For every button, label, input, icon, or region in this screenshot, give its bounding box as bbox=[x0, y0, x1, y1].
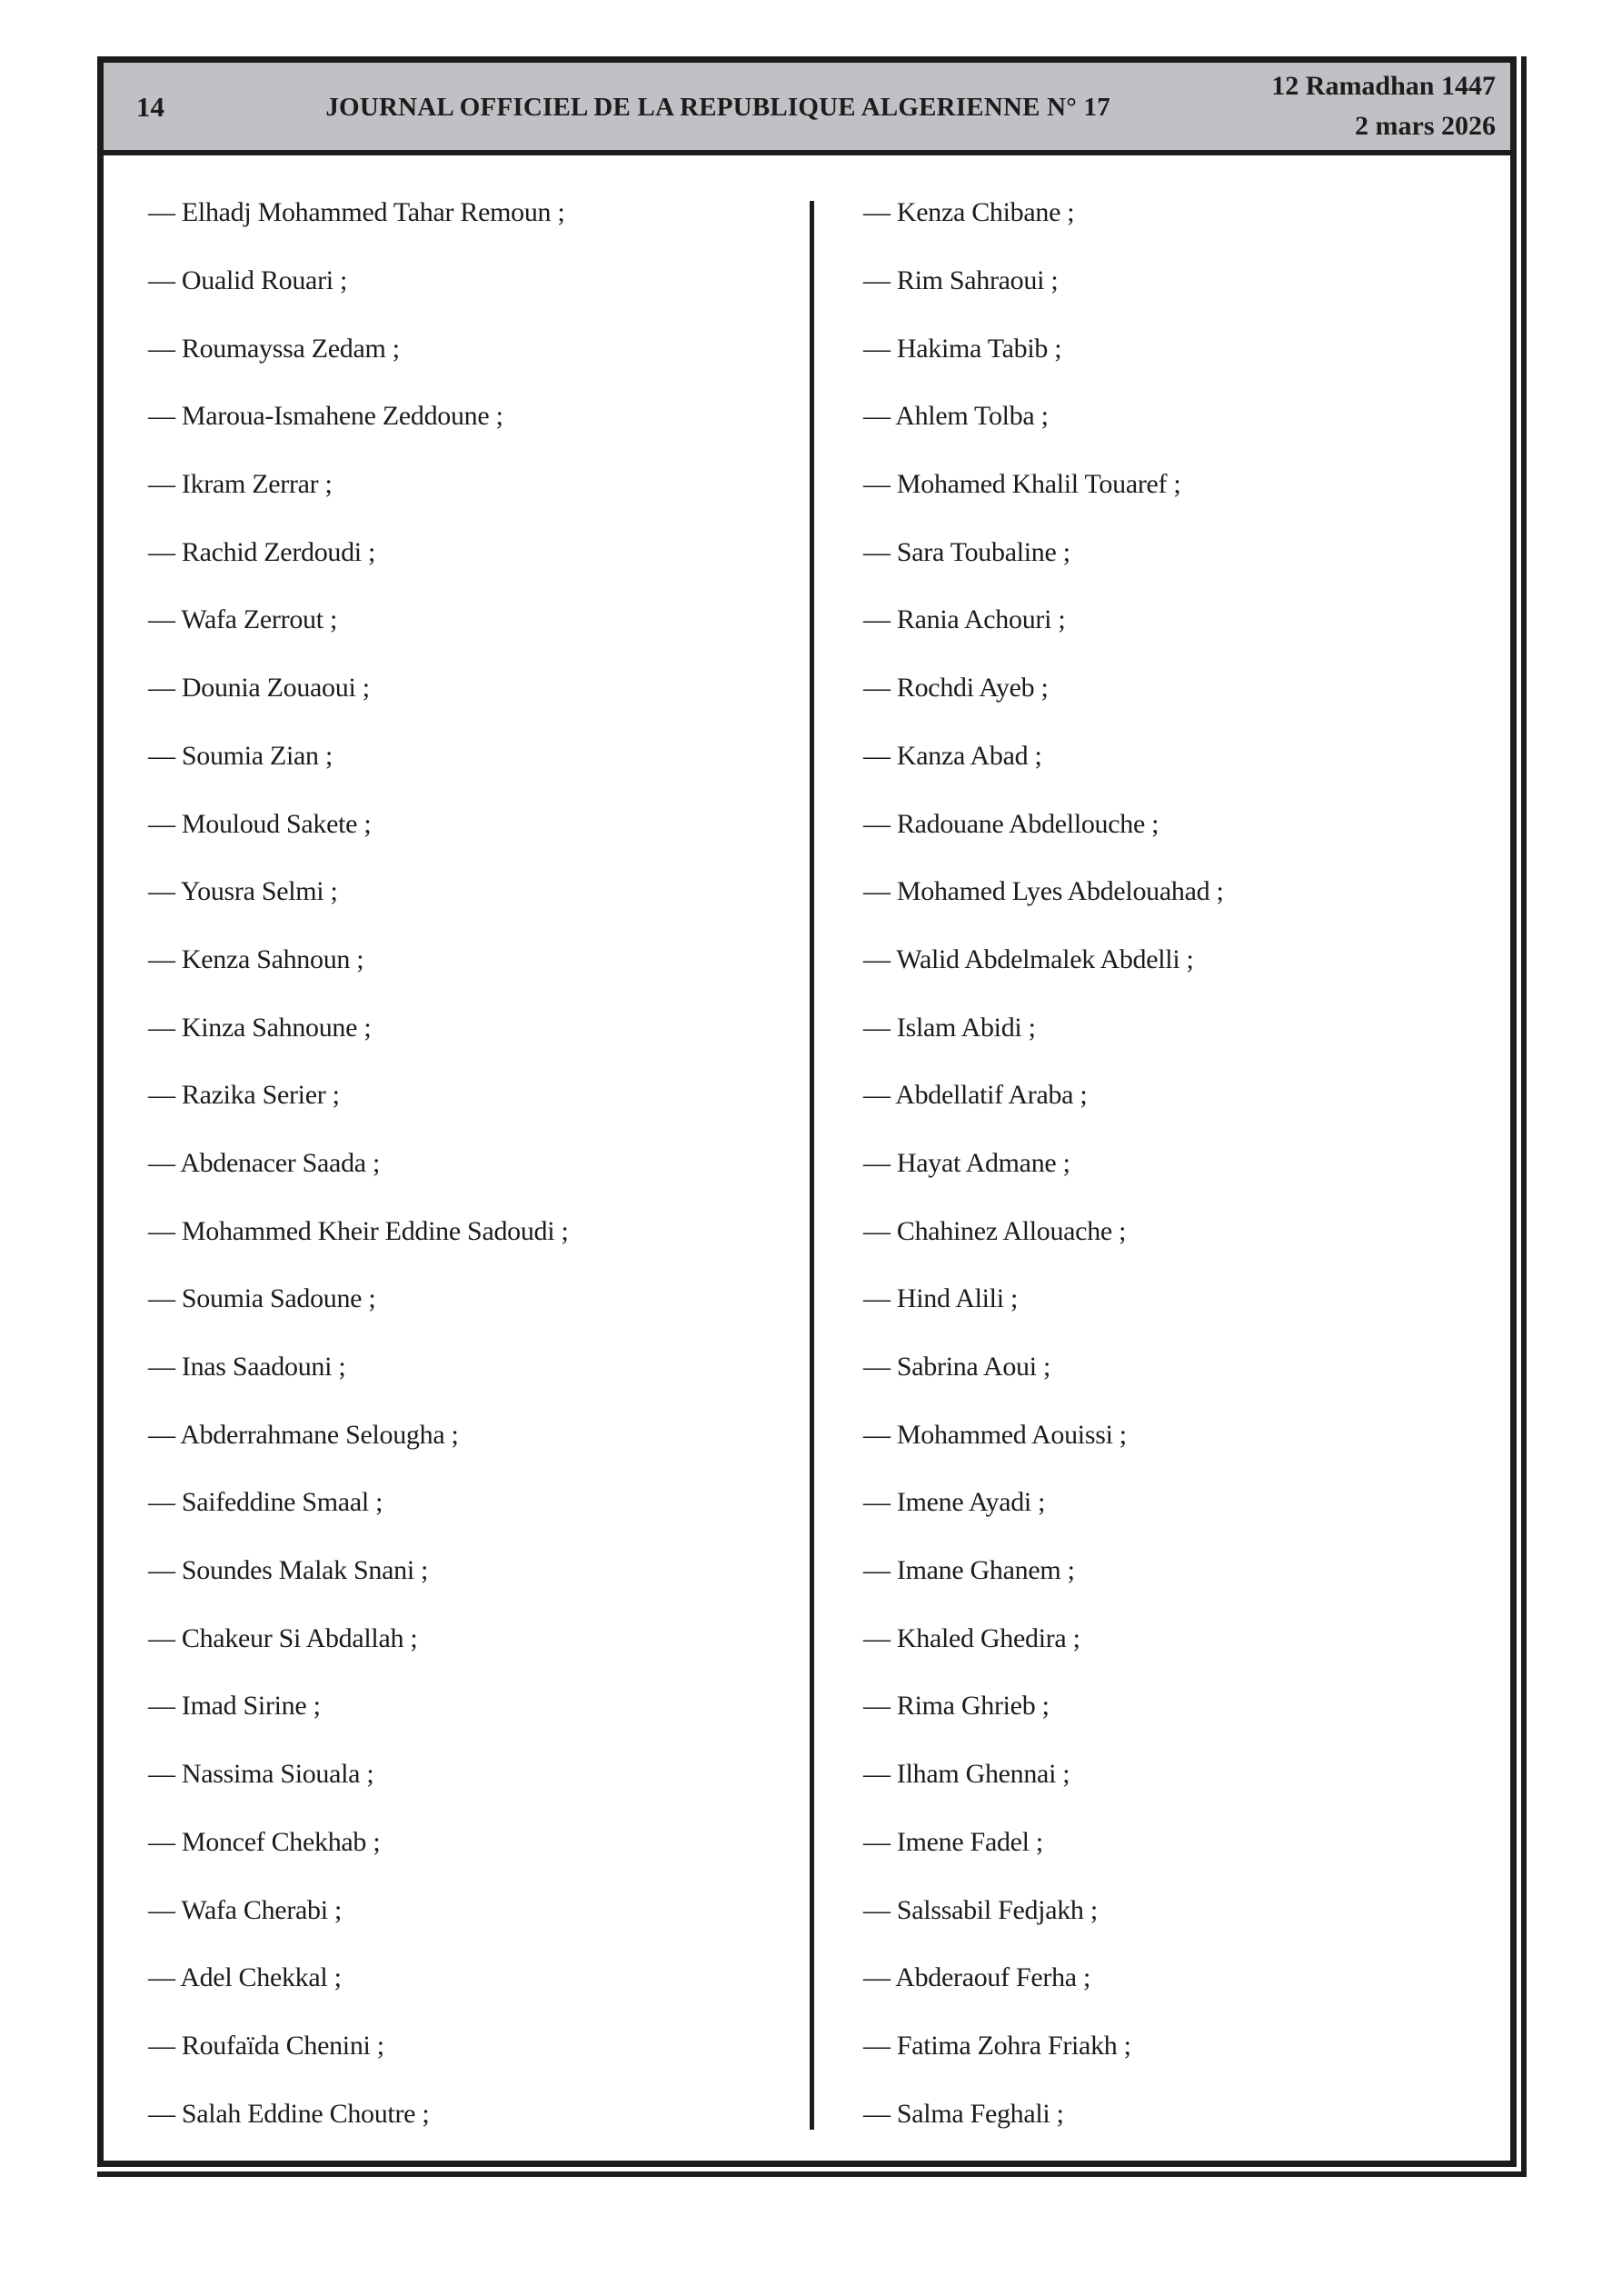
list-item: — Rachid Zerdoudi ; bbox=[148, 536, 376, 567]
list-item: — Ikram Zerrar ; bbox=[148, 469, 333, 500]
list-item: — Mohamed Khalil Touaref ; bbox=[863, 469, 1181, 500]
list-item: — Rim Sahraoui ; bbox=[863, 265, 1059, 296]
list-item: — Salah Eddine Choutre ; bbox=[148, 2098, 430, 2129]
list-item: — Radouane Abdellouche ; bbox=[863, 808, 1159, 839]
date-gregorian: 2 mars 2026 bbox=[1355, 111, 1496, 141]
list-item: — Salssabil Fedjakh ; bbox=[863, 1894, 1098, 1925]
list-item: — Ilham Ghennai ; bbox=[863, 1759, 1070, 1790]
list-item: — Sara Toubaline ; bbox=[863, 536, 1070, 567]
list-item: — Abdenacer Saada ; bbox=[148, 1147, 381, 1178]
list-item: — Imene Ayadi ; bbox=[863, 1487, 1046, 1518]
list-item: — Chahinez Allouache ; bbox=[863, 1215, 1127, 1246]
list-item: — Abdellatif Araba ; bbox=[863, 1080, 1088, 1111]
list-item: — Saifeddine Smaal ; bbox=[148, 1487, 383, 1518]
list-item: — Kinza Sahnoune ; bbox=[148, 1012, 372, 1043]
list-item: — Roumayssa Zedam ; bbox=[148, 333, 400, 364]
list-item: — Soumia Sadoune ; bbox=[148, 1283, 376, 1314]
list-item: — Khaled Ghedira ; bbox=[863, 1622, 1080, 1653]
list-item: — Ahlem Tolba ; bbox=[863, 401, 1049, 432]
list-item: — Rima Ghrieb ; bbox=[863, 1691, 1050, 1722]
list-item: — Mohammed Kheir Eddine Sadoudi ; bbox=[148, 1215, 569, 1246]
list-item: — Nassima Siouala ; bbox=[148, 1759, 374, 1790]
list-item: — Kenza Sahnoun ; bbox=[148, 943, 364, 974]
list-item: — Yousra Selmi ; bbox=[148, 876, 338, 907]
list-item: — Elhadj Mohammed Tahar Remoun ; bbox=[148, 197, 565, 228]
list-item: — Wafa Zerrout ; bbox=[148, 604, 337, 635]
list-item: — Hakima Tabib ; bbox=[863, 333, 1062, 364]
list-item: — Rochdi Ayeb ; bbox=[863, 673, 1049, 704]
list-item: — Adel Chekkal ; bbox=[148, 1962, 342, 1993]
list-item: — Salma Feghali ; bbox=[863, 2098, 1064, 2129]
header-dates bbox=[1271, 66, 1496, 146]
list-item: — Dounia Zouaoui ; bbox=[148, 673, 370, 704]
page-number: 14 bbox=[136, 91, 164, 123]
list-item: — Soumia Zian ; bbox=[148, 740, 333, 771]
list-item: — Fatima Zohra Friakh ; bbox=[863, 2030, 1131, 2061]
list-item: — Roufaïda Chenini ; bbox=[148, 2030, 384, 2061]
list-item: — Mouloud Sakete ; bbox=[148, 808, 372, 839]
list-item: — Wafa Cherabi ; bbox=[148, 1894, 342, 1925]
page-frame-inner bbox=[97, 56, 1517, 2167]
journal-title: JOURNAL OFFICIEL DE LA REPUBLIQUE ALGERIENNE N° 17 bbox=[325, 92, 1110, 122]
list-item: — Sabrina Aoui ; bbox=[863, 1352, 1051, 1383]
journal-header bbox=[104, 63, 1510, 155]
list-item: — Mohammed Aouissi ; bbox=[863, 1419, 1127, 1450]
list-item: — Hind Alili ; bbox=[863, 1283, 1018, 1314]
list-item: — Rania Achouri ; bbox=[863, 604, 1066, 635]
list-item: — Moncef Chekhab ; bbox=[148, 1826, 381, 1857]
list-item: — Maroua-Ismahene Zeddoune ; bbox=[148, 401, 503, 432]
list-item: — Walid Abdelmalek Abdelli ; bbox=[863, 943, 1194, 974]
date-hijri: 12 Ramadhan 1447 bbox=[1271, 71, 1496, 101]
list-item: — Islam Abidi ; bbox=[863, 1012, 1036, 1043]
list-item: — Inas Saadouni ; bbox=[148, 1352, 346, 1383]
list-item: — Abderaouf Ferha ; bbox=[863, 1962, 1091, 1993]
list-item: — Imad Sirine ; bbox=[148, 1691, 321, 1722]
list-item: — Razika Serier ; bbox=[148, 1080, 340, 1111]
list-item: — Kenza Chibane ; bbox=[863, 197, 1075, 228]
left-name-column bbox=[148, 179, 793, 2148]
list-item: — Oualid Rouari ; bbox=[148, 265, 348, 296]
right-name-column bbox=[863, 179, 1490, 2148]
list-item: — Kanza Abad ; bbox=[863, 740, 1042, 771]
list-item: — Imene Fadel ; bbox=[863, 1826, 1043, 1857]
list-item: — Mohamed Lyes Abdelouahad ; bbox=[863, 876, 1224, 907]
content-area bbox=[104, 155, 1510, 2162]
list-item: — Hayat Admane ; bbox=[863, 1147, 1070, 1178]
list-item: — Imane Ghanem ; bbox=[863, 1555, 1075, 1586]
column-divider bbox=[810, 201, 814, 2130]
page-frame-outer bbox=[97, 56, 1527, 2177]
list-item: — Soundes Malak Snani ; bbox=[148, 1555, 429, 1586]
list-item: — Abderrahmane Selougha ; bbox=[148, 1419, 459, 1450]
list-item: — Chakeur Si Abdallah ; bbox=[148, 1622, 418, 1653]
